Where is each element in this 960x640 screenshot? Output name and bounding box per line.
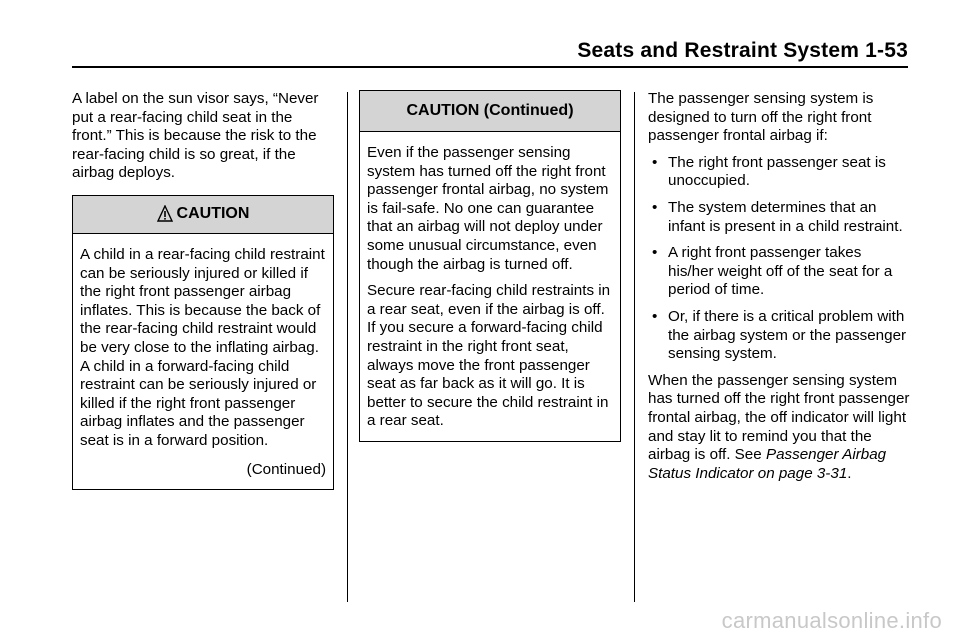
column-2 (359, 90, 621, 442)
sensing-intro: The passenger sensing system is designed to turn off the right front passenger frontal airbag if: (648, 90, 874, 145)
caution-paragraph: Secure rear-facing child restraints in a rear seat, even if the airbag is off. If you secure a forward-facing child restraint in the right front seat, always move the front passenger seat as far back as it will go. It is better to secure the child restraint in a rear seat. (367, 282, 611, 430)
continued-label: (Continued) (246, 460, 326, 478)
intro-paragraph: A label on the sun visor says, “Never put a rear-facing child seat in the front.” This is because the risk to the rear-facing child is so great, if the airbag deploys. (72, 90, 319, 182)
cross-reference-link[interactable]: Passenger Airbag Status Indicator on page 3-31 (648, 446, 887, 482)
caution-paragraph: Even if the passenger sensing system has turned off the right front passenger frontal airbag, no system is fail-safe. No one can guarantee that an airbag will not deploy under some unusual circumstance, even though the airbag is turned off. (367, 144, 609, 273)
caution-box (72, 195, 334, 490)
caution-body (73, 234, 333, 489)
list-item: • The system determines that an infant is present in a child restraint. (648, 199, 910, 236)
watermark: carmanualsonline.info (721, 608, 942, 633)
condition-list (648, 154, 910, 364)
column-1 (72, 90, 334, 490)
list-item: • The right front passenger seat is unoccupied. (648, 154, 910, 191)
closing-paragraph (648, 372, 910, 484)
caution-text: A child in a rear-facing child restraint can be seriously injured or killed if the right front passenger airbag inflates. This is because the back of the rear-facing child restraint would be very close to the inflating airbag. A child in a forward-facing child restraint can be seriously injured or killed if the right front passenger airbag inflates and the passenger seat is in a forward position. (80, 245, 325, 449)
closing-period: . (847, 464, 852, 482)
caution-heading (73, 196, 333, 234)
caution-heading-text: CAUTION (176, 205, 250, 223)
column-divider (634, 92, 635, 602)
caution-continued-box (359, 90, 621, 442)
list-item: • A right front passenger takes his/her weight off of the seat for a period of time. (648, 244, 910, 300)
list-item: • Or, if there is a critical problem with the airbag system or the passenger sensing system. (648, 308, 910, 364)
caution-continued-body (360, 132, 620, 441)
warning-triangle-icon (157, 205, 173, 223)
caution-continued-heading: CAUTION (Continued) (360, 91, 620, 132)
page-title: Seats and Restraint System 1-53 (577, 39, 908, 62)
closing-text: When the passenger sensing system has turned off the right front passenger frontal airbag, the off indicator will light and stay lit to remind you that the airbag is off. See (648, 371, 910, 464)
column-3 (648, 90, 910, 483)
column-divider (347, 92, 348, 602)
page-header (72, 38, 908, 68)
